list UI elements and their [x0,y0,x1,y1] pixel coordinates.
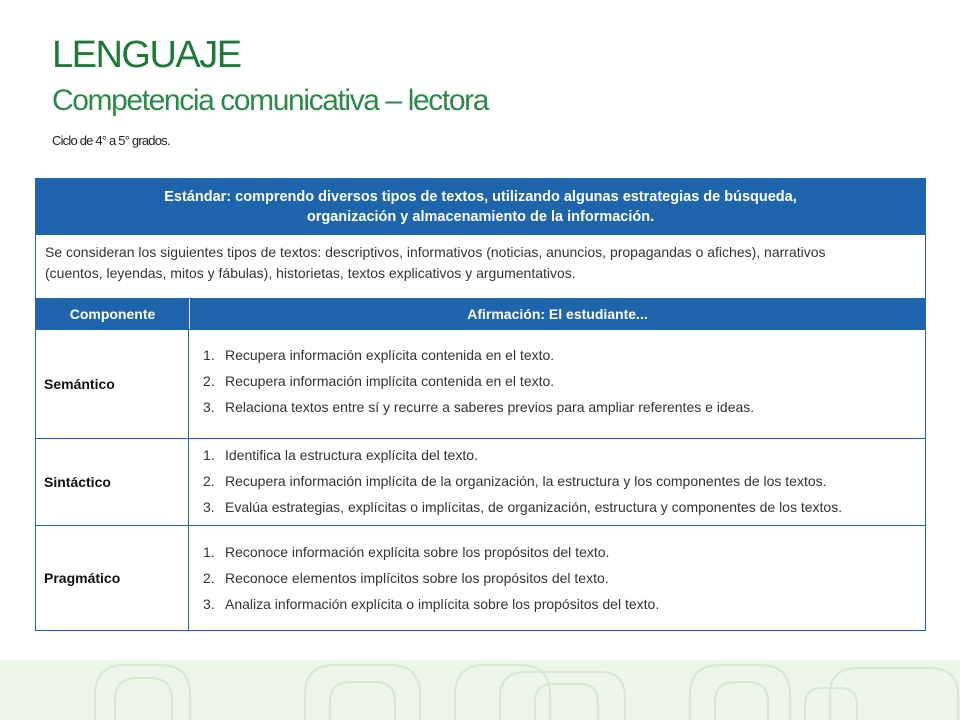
page-title: LENGUAJE [52,34,241,76]
statement-item [203,442,925,468]
competency-table [35,178,926,631]
statement-item [203,591,925,617]
standard-banner [36,179,925,235]
table-row [36,525,925,630]
item-number: 1. [203,347,215,363]
table-row [36,438,925,525]
item-number: 2. [203,373,215,389]
statement-list [203,539,925,617]
statements-cell [189,330,925,438]
statement-item [203,494,925,520]
item-text: Recupera información implícita contenida en el texto. [225,373,555,389]
item-number: 2. [203,473,215,489]
item-text: Analiza información explícita o implícita sobre los propósitos del texto. [225,596,660,612]
item-text: Recupera información implícita de la organización, la estructura y los componentes de los textos. [225,473,827,489]
statement-item [203,394,925,420]
item-text: Identifica la estructura explícita del texto. [225,447,478,463]
statement-item [203,368,925,394]
page-subtitle: Competencia comunicativa – lectora [52,84,488,117]
column-header-statement: Afirmación: El estudiante... [467,306,648,322]
item-text: Evalúa estrategias, explícitas o implícitas, de organización, estructura y componentes de los textos. [225,499,843,515]
statements-cell [189,439,925,525]
item-number: 1. [203,544,215,560]
item-text: Reconoce elementos implícitos sobre los propósitos del texto. [225,570,609,586]
footer-decoration [0,660,960,720]
grade-cycle-note: Ciclo de 4° a 5° grados. [52,133,170,148]
component-label: Semántico [36,330,189,438]
table-row [36,329,925,438]
text-types-description [36,235,925,299]
item-text: Relaciona textos entre sí y recurre a saberes previos para ampliar referentes e ideas. [225,399,755,415]
standard-line-2: organización y almacenamiento de la información. [306,209,655,225]
statement-item [203,565,925,591]
statement-item [203,539,925,565]
item-number: 3. [203,596,215,612]
item-number: 1. [203,447,215,463]
item-text: Reconoce información explícita sobre los propósitos del texto. [225,544,610,560]
table-header-row [36,299,925,329]
item-text: Recupera información explícita contenida en el texto. [225,347,555,363]
statement-item [203,468,925,494]
item-number: 3. [203,399,215,415]
column-header-component: Componente [36,299,190,329]
item-number: 2. [203,570,215,586]
component-label: Sintáctico [36,439,189,525]
description-line-1: Se consideran los siguientes tipos de textos: descriptivos, informativos (noticias, anuncios, propagandas o afiches), narrativos [45,244,826,260]
statement-list [203,442,925,520]
component-label: Pragmático [36,526,189,630]
statement-list [203,342,925,420]
statement-item [203,342,925,368]
standard-line-1: Estándar: comprendo diversos tipos de textos, utilizando algunas estrategias de búsqueda, [164,189,797,205]
item-number: 3. [203,499,215,515]
arches-decoration [0,660,960,720]
statements-cell [189,526,925,630]
description-line-2: (cuentos, leyendas, mitos y fábulas), historietas, textos explicativos y argumentativos. [45,265,576,281]
